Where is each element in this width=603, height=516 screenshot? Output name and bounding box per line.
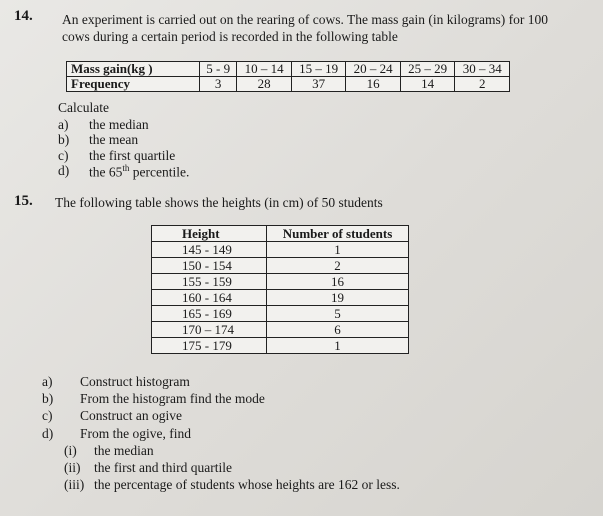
q14-part-c-text: the first quartile [89,148,176,163]
q15-part-b-text: From the histogram find the mode [80,391,265,406]
students-cell: 19 [267,290,409,306]
mass-gain-table [66,61,510,92]
students-cell: 1 [267,242,409,258]
frequency-cell: 3 [200,77,237,92]
height-cell: 160 - 164 [152,290,267,306]
students-cell: 2 [267,258,409,274]
height-cell: 145 - 149 [152,242,267,258]
students-cell: 16 [267,274,409,290]
height-cell: 170 – 174 [152,322,267,338]
heights-table [151,225,409,354]
q14-line1: An experiment is carried out on the rearing of cows. The mass gain (in kilograms) for 100 [62,12,548,27]
calculate-label: Calculate [58,100,109,115]
q15-sub-ii-roman: (ii) [64,460,81,475]
q15-sub-i-text: the median [94,443,154,458]
table-row [152,322,409,338]
q15-sub-i-roman: (i) [64,443,77,458]
class-cell: 5 - 9 [200,62,237,77]
mass-gain-label: Mass gain(kg ) [67,62,200,77]
q15-part-a-text: Construct histogram [80,374,190,389]
q14-part-a-text: the median [89,117,149,132]
q14-line2: cows during a certain period is recorded in the following table [62,29,398,44]
q15-part-d-text: From the ogive, find [80,426,191,441]
table-header-row [152,226,409,242]
q15-number: 15. [14,193,33,209]
q14-part-a-letter: a) [58,117,69,132]
frequency-cell: 28 [237,77,292,92]
frequency-cell: 14 [400,77,455,92]
students-cell: 6 [267,322,409,338]
q15-part-c-letter: c) [42,408,53,423]
q15-sub-ii-text: the first and third quartile [94,460,232,475]
percentile-word: percentile. [129,164,190,180]
table-row [67,77,510,92]
q15-part-a-letter: a) [42,374,53,389]
table-row [152,274,409,290]
q14-number: 14. [14,8,33,24]
height-cell: 175 - 179 [152,338,267,354]
q15-part-c-text: Construct an ogive [80,408,182,423]
frequency-label: Frequency [67,77,200,92]
q15-intro: The following table shows the heights (in cm) of 50 students [55,195,383,210]
q14-part-d-text [89,163,189,181]
frequency-cell: 37 [291,77,346,92]
class-cell: 30 – 34 [455,62,510,77]
q15-part-d-letter: d) [42,426,54,441]
q14-part-b-letter: b) [58,132,70,147]
students-header: Number of students [267,226,409,242]
height-header: Height [152,226,267,242]
table-row [152,242,409,258]
table-row [152,290,409,306]
frequency-cell: 2 [455,77,510,92]
table-row [152,258,409,274]
class-cell: 20 – 24 [346,62,401,77]
q15-sub-iii-text: the percentage of students whose heights are 162 or less. [94,477,400,492]
height-cell: 155 - 159 [152,274,267,290]
q15-part-b-letter: b) [42,391,54,406]
frequency-cell: 16 [346,77,401,92]
students-cell: 1 [267,338,409,354]
q14-part-d-letter: d) [58,163,70,178]
class-cell: 15 – 19 [291,62,346,77]
table-row [67,62,510,77]
table-row [152,338,409,354]
class-cell: 25 – 29 [400,62,455,77]
height-cell: 150 - 154 [152,258,267,274]
q15-sub-iii-roman: (iii) [64,477,85,492]
q14-part-b-text: the mean [89,132,139,147]
percentile-number: the 65 [89,164,123,180]
ordinal-suffix: th [122,163,130,173]
class-cell: 10 – 14 [237,62,292,77]
students-cell: 5 [267,306,409,322]
table-row [152,306,409,322]
q14-part-c-letter: c) [58,148,69,163]
height-cell: 165 - 169 [152,306,267,322]
